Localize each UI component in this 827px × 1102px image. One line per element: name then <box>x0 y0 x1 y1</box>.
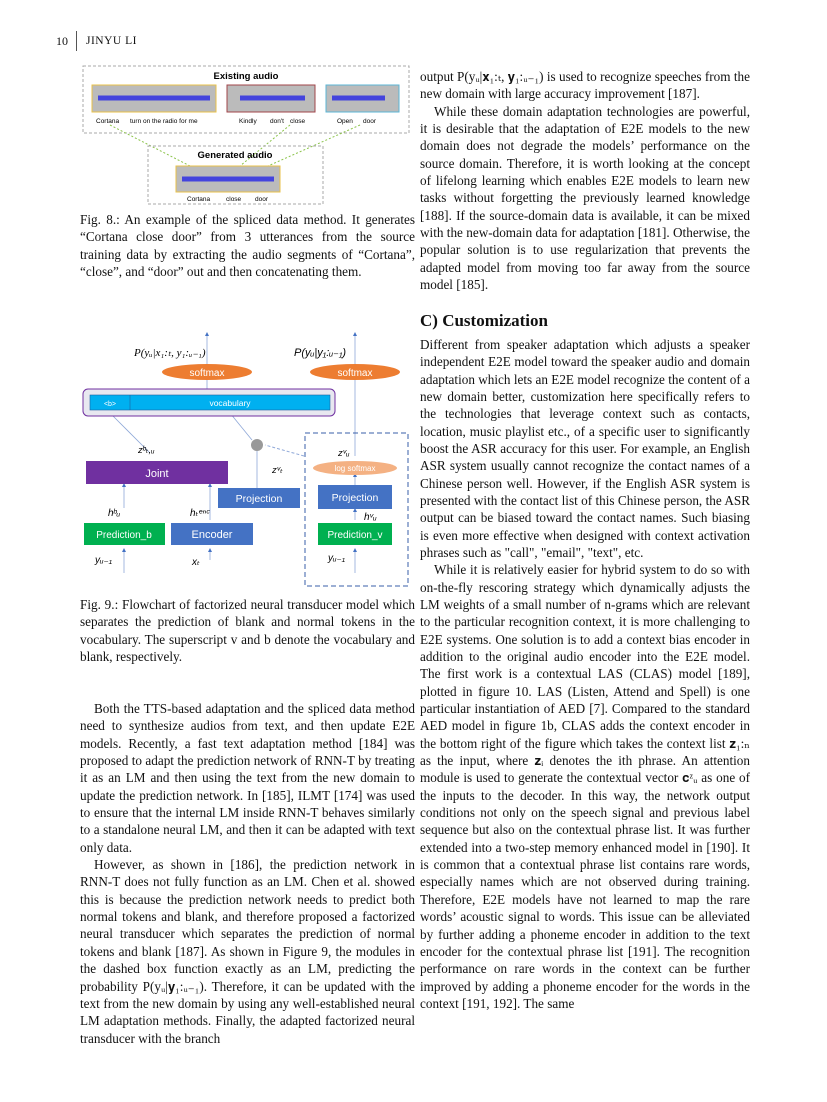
label-kindly: Kindly <box>239 118 257 125</box>
figure-8-caption: Fig. 8.: An example of the spliced data method. It generates “Cortana close door” from 3 utterances from the source training data by extracting the audio segments of “Cortana”, “close”, and “door” out and then concatenating them. <box>80 212 415 280</box>
output-prob-left: P(yᵤ|x₁:ₜ, y₁:ᵤ₋₁) <box>134 347 206 359</box>
right-column-body <box>420 68 750 1012</box>
generated-audio-title: Generated audio <box>197 150 273 161</box>
section-heading: C) Customization <box>420 311 548 331</box>
prediction-b-box: Prediction_b <box>96 530 152 541</box>
figure-9-caption: Fig. 9.: Flowchart of factorized neural transducer model which separates the prediction of blank and normal tokens in the vocabulary. The superscript v and b denote the vocabulary and blank, respectively. <box>80 597 415 665</box>
joint-box: Joint <box>145 468 169 480</box>
encoder-box: Encoder <box>191 529 233 541</box>
label-door: door <box>363 118 377 125</box>
label-cortana: Cortana <box>96 118 120 125</box>
paragraph: Different from speaker adaptation which adjusts a speaker independent E2E model toward the speaker audio and domain adaptation which lets an E2E model recognize the content of a new domain better, customization here specifically refers to the technologies that leverage context such as contacts, location, music playlist etc., of a specific user to significantly boost the ASR accuracy for this user. For example, an English ASR system usually cannot recognize the contact names of a Chinese person well. However, if the English ASR system is presented with the contact list of this Chinese person, the ASR output can be biased toward the contact names. Such biasing is even more effective when designed with context activation phrases such as "call", "email", "text", etc. <box>420 336 750 560</box>
output-prob-right: P(yᵤ|y₁:ᵤ₋₁) <box>294 347 347 359</box>
h-b-label: hᵇᵤ <box>108 508 121 519</box>
vocabulary-label: vocabulary <box>209 398 251 408</box>
h-v-label: hᵛᵤ <box>364 512 377 523</box>
figure-8-spliced-audio <box>80 63 415 208</box>
z-t-v-label: zᵛₜ <box>272 465 283 476</box>
x-t-label: xₜ <box>192 557 200 568</box>
label-turn-on: turn on the radio for me <box>130 118 198 125</box>
projection-box-right: Projection <box>331 492 379 504</box>
prediction-v-box: Prediction_v <box>327 530 383 541</box>
label-close: close <box>290 118 306 125</box>
figure-9-factorized-transducer <box>80 328 415 590</box>
paragraph: While it is relatively easier for hybrid system to do so with on-the-fly rescoring strategy which dynamically adjusts the LM weights of a small number of n-grams which are relevant to the particular recognition context, it is more challenging to E2E systems. One solution is to add a context bias encoder in addition to the original audio encoder into the E2E model. The first work is a contextual LAS (CLAS) model [189], plotted in figure 10. LAS (Listen, Attend and Spell) is one particular instantiation of AED [7]. Compared to the standard AED model in figure 1b, CLAS adds the context encoder in the bottom right of the figure which takes the context list 𝐳₁:ₙ as the input, where 𝐳ᵢ denotes the ith phrase. An attention module is used to generate the contextual vector 𝐜ᶻᵤ as one of the inputs to the decoder. In this way, the network output conditions not only on the speech signal and previous label sequence but also on the contextual phrase list. It was further extended into a two-step memory enhanced model in [190]. It is common that a contextual phrase list contains rare words, especially names which are not observed during training. Therefore, E2E models have not learned to map the rare words’ acoustic signal to words. This issue can be alleviated by further adding a phoneme encoder in addition to the text encoder for the contextual phrase list [191]. The recognition performance on rare words in the context can be further improved by adding a phoneme encoder for the words in the context [191, 192]. The same <box>420 562 750 1011</box>
paragraph: output P(yᵤ|𝐱₁:ₜ, 𝐲₁:ᵤ₋₁) is used to recognize speeches from the new domain with large accuracy improvement [187]. <box>420 69 750 102</box>
existing-audio-title: Existing audio <box>213 71 279 82</box>
paragraph: Both the TTS-based adaptation and the spliced data method need to synthesize audios from text, and then update E2E models. Recently, a fast text adaptation method [184] was proposed to adapt the prediction network of RNN-T by treating it as an LM and then using the text from the new domain to update the prediction network. In [185], ILMT [174] was used to ensure that the internal LM inside RNN-T behaves similarly to a standalone neural LM, and then it can be adapted with text only data. <box>80 701 415 855</box>
z-u-v-label: zᵛᵤ <box>338 448 350 459</box>
projection-box-left: Projection <box>235 493 283 505</box>
label-open: Open <box>337 118 353 125</box>
blank-token: <b> <box>103 401 117 408</box>
label-dont: don't <box>270 118 284 125</box>
left-column-body <box>80 700 415 1047</box>
gen-label-close: close <box>226 196 242 203</box>
z-b-label: zᵇₜ,ᵤ <box>138 445 155 456</box>
running-author: JINYU LI <box>86 35 137 47</box>
running-header <box>56 31 137 51</box>
gen-label-cortana: Cortana <box>187 196 211 203</box>
log-softmax: log softmax <box>334 464 376 473</box>
y-prev-right: yᵤ₋₁ <box>328 553 345 564</box>
y-prev-left: yᵤ₋₁ <box>95 555 112 566</box>
softmax-left: softmax <box>189 368 225 379</box>
paragraph: While these domain adaptation technologies are powerful, it is desirable that the adaptation of E2E models to the new domain does not degrade the models’ performance on the source domain. Therefore, it is worth looking at the concept of lifelong learning which enables E2E models to learn new tasks without forgetting the previously learned knowledge [188]. If the source-domain data is available, it can be mixed with the new-domain data for adaptation [181]. Otherwise, the popular solution is to use regularization that prevents the adapted model from moving too far away from the source model [185]. <box>420 103 750 293</box>
gen-label-door: door <box>255 196 269 203</box>
softmax-right: softmax <box>337 368 373 379</box>
h-enc-label: hₜᵉⁿᶜ <box>190 508 210 519</box>
page-number: 10 <box>56 31 77 51</box>
paragraph: However, as shown in [186], the prediction network in RNN-T does not fully function as an LM. Chen et al. showed this is because the prediction network needs to predict both normal tokens and blank, and therefore proposed a factorized neural transducer which separates the prediction of normal tokens and blank [187]. As shown in Figure 9, the modules in the dashed box function exactly as an LM, predicting the probability P(yᵤ|𝐲₁:ᵤ₋₁). Therefore, it can be updated with the text from the new domain by using any well-established neural LM adaptation methods. Finally, the adapted factorized neural transducer with the branch <box>80 857 415 1046</box>
